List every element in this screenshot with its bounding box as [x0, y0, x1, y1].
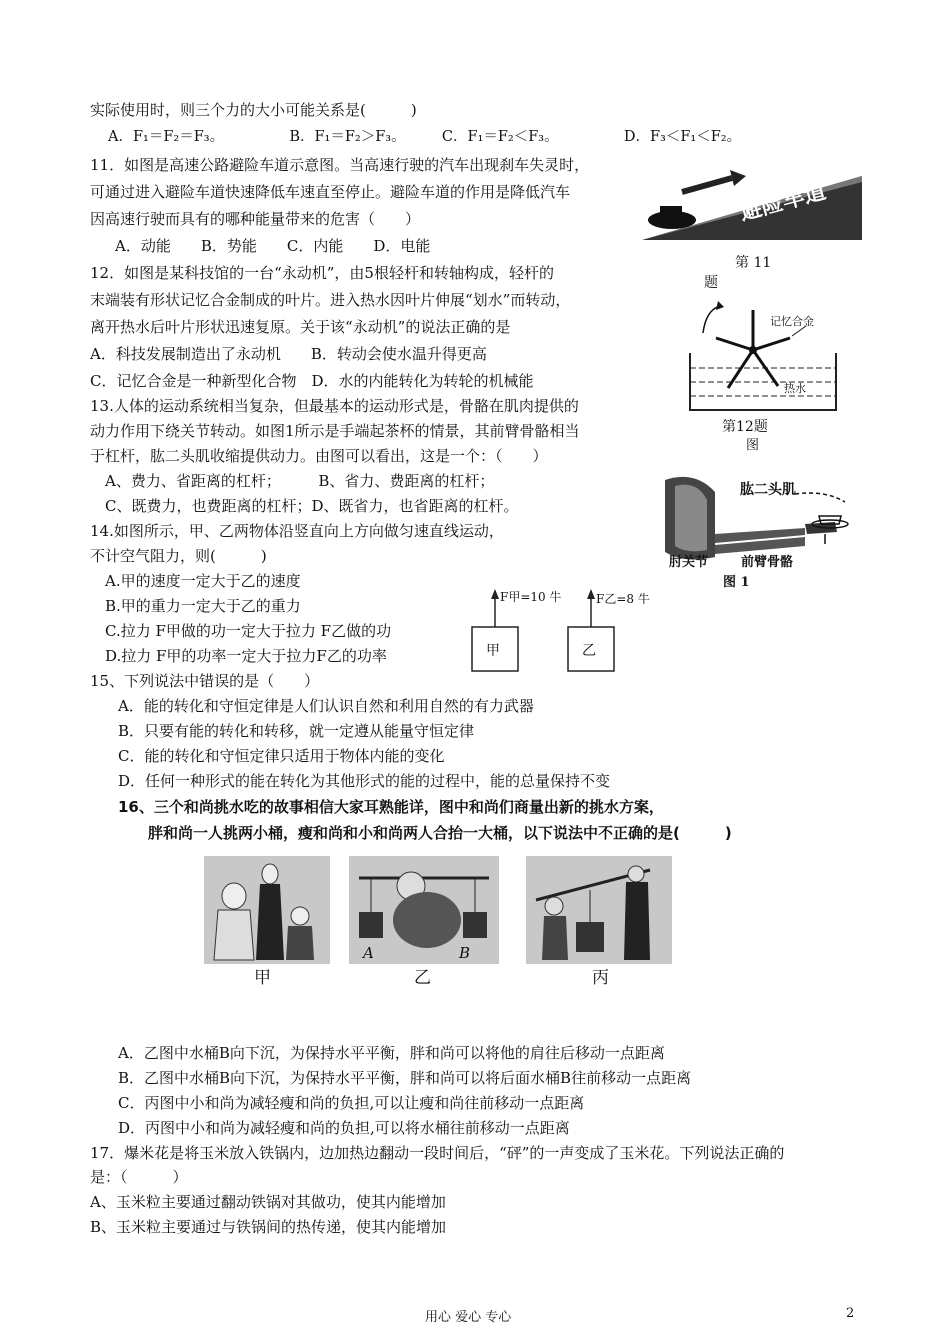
hot-water-label: 热水: [784, 382, 806, 395]
bucket-b-label: B: [459, 944, 471, 962]
q13-text: 动力作用下绕关节转动。如图1所示是手端起茶杯的情景，其前臂骨骼相当: [90, 422, 580, 440]
elbow-label: 肘关节: [669, 555, 709, 570]
q16-option: B．乙图中水桶B向下沉，为保持水平平衡，胖和尚可以将后面水桶B往前移动一点距离: [118, 1069, 692, 1087]
q17-text: 17．爆米花是将玉米放入铁锅内，边加热边翻动一段时间后，“砰”的一声变成了玉米花。下列说法正确的: [90, 1144, 785, 1162]
block-a-label: 甲: [486, 643, 500, 659]
monks-picture-b: [349, 856, 499, 964]
alloy-label: 记忆合金: [770, 315, 814, 328]
q16-text: 16、三个和尚挑水吃的故事相信大家耳熟能详，图中和尚们商量出新的挑水方案，: [118, 798, 664, 816]
fig12-caption: 第12题: [722, 419, 768, 435]
q14-option: B.甲的重力一定大于乙的重力: [105, 597, 301, 615]
picture-a-label: 甲: [254, 968, 271, 988]
q17-option: A、玉米粒主要通过翻动铁锅对其做功，使其内能增加: [90, 1193, 446, 1211]
q15-option: B．只要有能的转化和转移，就一定遵从能量守恒定律: [118, 722, 475, 740]
biceps-label: 肱二头肌: [740, 482, 796, 498]
footer-text: 用心 爱心 专心: [425, 1310, 512, 1325]
q11-text: 因高速行驶而具有的哪种能量带来的危害（ ）: [90, 210, 421, 228]
arm-lever-figure: [655, 472, 855, 590]
q13-text: 13.人体的运动系统相当复杂，但最基本的运动形式是，骨骼在肌肉提供的: [90, 397, 579, 415]
force-b-label: F乙=8 牛: [596, 592, 650, 606]
fig11-caption: 第 11: [735, 255, 772, 271]
q13-text: 于杠杆，肱二头肌收缩提供动力。由图可以看出，这是一个：（ ）: [90, 447, 548, 465]
q13-option: A、费力、省距离的杠杆； B、省力、费距离的杠杆；: [105, 472, 495, 490]
ramp-label: 避险车道: [736, 178, 829, 226]
q13-option: C、既费力，也费距离的杠杆；D、既省力，也省距离的杠杆。: [105, 497, 519, 515]
block-b-label: 乙: [582, 643, 596, 659]
monks-picture-c: [526, 856, 672, 964]
q11-text: 可通过进入避险车道快速降低车速直至停止。避险车道的作用是降低汽车: [90, 183, 571, 201]
fig11-caption: 题: [704, 275, 718, 291]
q11-text: 11．如图是高速公路避险车道示意图。当高速行驶的汽车出现刹车失灵时，: [90, 156, 590, 174]
text-line: 实际使用时，则三个力的大小可能关系是( ): [90, 101, 417, 119]
forearm-label: 前臂骨骼: [741, 555, 794, 570]
q14-option: A.甲的速度一定大于乙的速度: [105, 572, 301, 590]
q12-text: 离开热水后叶片形状迅速复原。关于该“永动机”的说法正确的是: [90, 318, 511, 336]
picture-b-label: 乙: [414, 968, 431, 988]
q16-option: D．丙图中小和尚为减轻瘦和尚的负担,可以将水桶往前移动一点距离: [118, 1119, 570, 1137]
blocks-figure: [462, 585, 652, 680]
q16-text: 胖和尚一人挑两小桶，瘦和尚和小和尚两人合抬一大桶，以下说法中不正确的是( ): [148, 824, 732, 842]
bucket-a-label: A: [363, 944, 374, 962]
q12-text: 12．如图是某科技馆的一台“永动机”，由5根轻杆和转轴构成，轻杆的: [90, 264, 554, 282]
q16-option: A．乙图中水桶B向下沉，为保持水平平衡，胖和尚可以将他的肩往后移动一点距离: [118, 1044, 665, 1062]
q17-text: 是：（ ）: [90, 1168, 188, 1186]
q12-text: 末端装有形状记忆合金制成的叶片。进入热水因叶片伸展“划水”而转动，: [90, 291, 571, 309]
fig12-caption: 图: [746, 438, 760, 453]
fig13-caption: 图 1: [723, 575, 750, 590]
q12-option: A．科技发展制造出了永动机 B．转动会使水温升得更高: [90, 345, 487, 363]
q11-options: A．动能 B．势能 C．内能 D．电能: [115, 237, 431, 255]
page-number: 2: [846, 1306, 855, 1321]
force-a-label: F甲=10 牛: [500, 590, 562, 604]
perpetual-motion-figure: [688, 298, 838, 416]
escape-ramp-figure: [642, 168, 862, 240]
q14-text: 14.如图所示，甲、乙两物体沿竖直向上方向做匀速直线运动，: [90, 522, 504, 540]
q14-option: C.拉力 F甲做的功一定大于拉力 F乙做的功: [105, 622, 392, 640]
q10-options: A．F₁＝F₂＝F₃。 B．F₁＝F₂＞F₃。 C．F₁＝F₂＜F₃。 D．F₃＜F₁＜F₂。: [108, 129, 742, 145]
q15-text: 15、下列说法中错误的是（ ）: [90, 672, 320, 690]
monks-picture-a: [204, 856, 330, 964]
picture-c-label: 丙: [592, 968, 609, 988]
q15-option: D．任何一种形式的能在转化为其他形式的能的过程中，能的总量保持不变: [118, 772, 611, 790]
q14-option: D.拉力 F甲的功率一定大于拉力F乙的功率: [105, 647, 387, 665]
q15-option: A．能的转化和守恒定律是人们认识自然和利用自然的有力武器: [118, 697, 534, 715]
q16-option: C．丙图中小和尚为减轻瘦和尚的负担,可以让瘦和尚往前移动一点距离: [118, 1094, 585, 1112]
q12-option: C．记忆合金是一种新型化合物 D．水的内能转化为转轮的机械能: [90, 372, 534, 390]
q14-text: 不计空气阻力，则( ): [90, 547, 267, 565]
q17-option: B、玉米粒主要通过与铁锅间的热传递，使其内能增加: [90, 1218, 447, 1236]
q15-option: C．能的转化和守恒定律只适用于物体内能的变化: [118, 747, 445, 765]
